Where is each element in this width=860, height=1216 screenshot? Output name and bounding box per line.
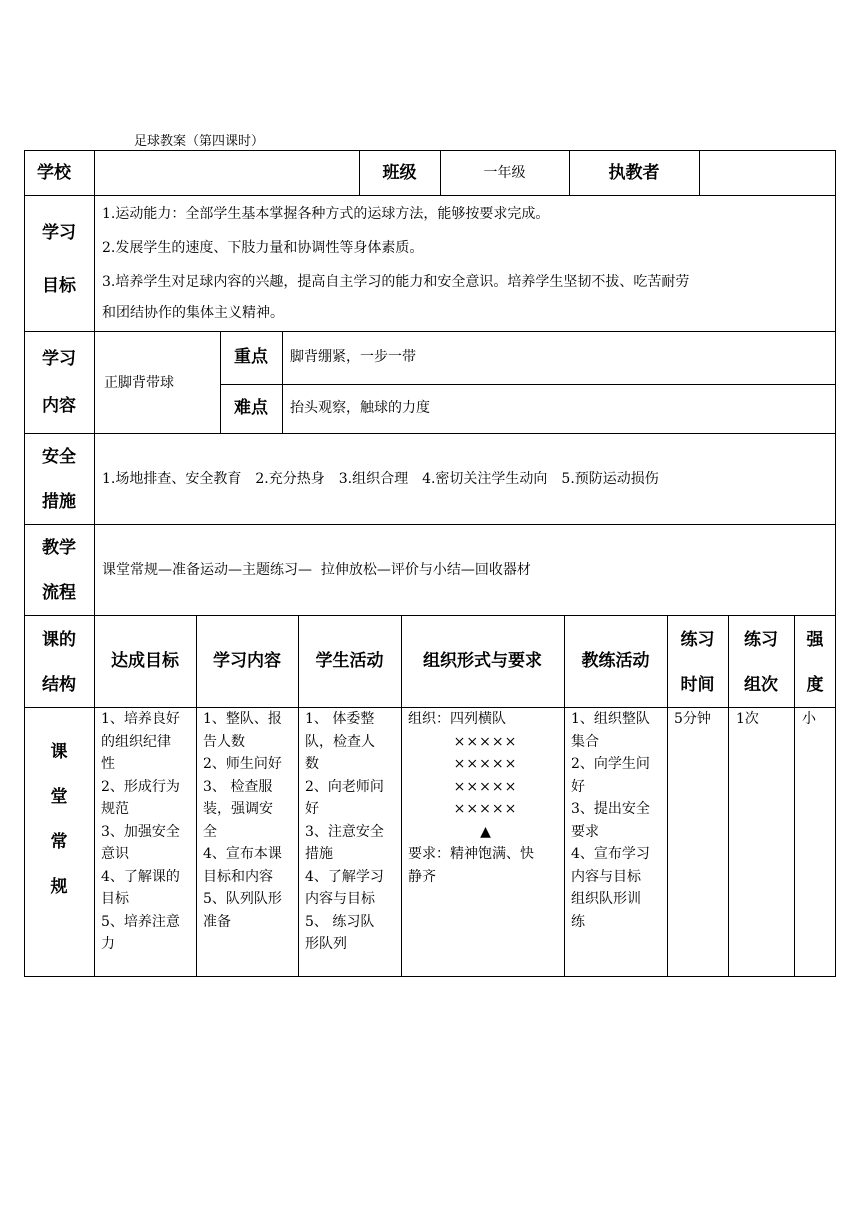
practice-time-header-line1: 练习 [680,630,715,650]
grid-line [220,384,836,385]
safety-label-line1: 安全 [42,447,76,467]
intensity-value: 小 [802,711,816,727]
organization-cell [408,708,563,888]
organization-column-header: 组织形式与要求 [423,651,542,671]
coach-line: 内容与目标 [571,868,641,885]
safety-label-line2: 措施 [42,492,76,512]
student-line: 好 [305,801,319,817]
student-line: 内容与目标 [305,891,375,907]
content-line: 装，强调安 [203,801,273,817]
flow-label-line1: 教学 [42,538,76,558]
organization-intro: 组织：四列横队 [408,711,506,727]
objectives-label-line2: 目标 [42,276,76,296]
student-line: 2、向老师问 [305,778,384,795]
student-formation-row: ××××× [453,801,518,817]
content-topic: 正脚背带球 [104,375,174,391]
intensity-header-line1: 强 [806,630,824,650]
goals-line: 性 [101,756,115,772]
key-point-value: 脚背绷紧，一步一带 [290,349,416,365]
coach-line: 组织队形训 [571,891,641,907]
practice-time-value: 5分钟 [674,711,711,727]
content-line: 4、宣布本课 [203,846,282,862]
objectives-label-line1: 学习 [42,223,76,243]
class-label: 班级 [382,163,417,183]
goals-line: 4、了解课的 [101,868,180,885]
objective-item: 和团结协作的集体主义精神。 [102,305,284,321]
grid-line [282,331,283,433]
document-title: 足球教案（第四课时） [134,134,265,149]
content-cell [203,708,297,933]
student-line: 队，检查人 [305,733,375,750]
coach-line: 4、宣布学习 [571,846,650,862]
content-line: 准备 [203,913,231,930]
practice-sets-header-line2: 组次 [744,675,778,695]
content-line: 1、整队、报 [203,711,282,727]
coach-line: 集合 [571,733,599,750]
coach-activity-cell [571,708,666,933]
goals-line: 的组织纪律 [101,733,171,750]
teacher-position-triangle-icon: ▲ [480,823,491,840]
student-line: 数 [305,756,319,772]
safety-measures: 1.场地排查、安全教育 2.充分热身 3.组织合理 4.密切关注学生动向 5.预防运动损伤 [102,471,659,487]
student-line: 1、 体委整 [305,711,375,727]
teacher-label: 执教者 [608,163,660,183]
practice-time-header-line2: 时间 [680,675,715,695]
student-activity-column-header: 学生活动 [315,651,384,671]
grid-line [24,524,836,525]
objective-item: 2.发展学生的速度、下肢力量和协调性等身体素质。 [102,240,424,256]
flow-label-line2: 流程 [42,583,76,603]
teaching-flow: 课堂常规—准备运动—主题练习— 拉伸放松—评价与小结—回收器材 [102,562,531,578]
section-label-char: 课 [50,742,68,762]
section-label-char: 常 [50,832,68,852]
goals-line: 5、培养注意 [101,913,180,930]
goals-line: 2、形成行为 [101,778,180,795]
practice-sets-header-line1: 练习 [744,630,778,650]
section-label-char: 堂 [50,787,68,807]
coach-line: 1、组织整队 [571,711,650,727]
student-line: 措施 [305,846,333,862]
objective-item: 3.培养学生对足球内容的兴趣，提高自主学习的能力和安全意识。培养学生坚韧不拔、吃苦耐劳 [102,274,690,290]
content-line: 目标和内容 [203,868,273,885]
grid-line [699,150,700,195]
content-label-line1: 学习 [42,349,76,369]
coach-line: 好 [571,778,585,795]
goals-line: 3、加强安全 [101,823,180,840]
content-line: 全 [203,823,217,840]
coach-activity-column-header: 教练活动 [581,651,650,671]
goals-column-header: 达成目标 [111,651,179,671]
key-point-label: 重点 [234,347,268,367]
requirement-line: 静齐 [408,868,436,885]
difficulty-label: 难点 [234,398,268,418]
grid-line [94,150,95,977]
class-value: 一年级 [483,165,526,181]
student-line: 3、注意安全 [305,823,384,840]
goals-line: 力 [101,936,115,952]
goals-line: 规范 [101,801,129,817]
coach-line: 练 [571,913,585,930]
structure-col-label-line1: 课的 [42,630,76,650]
content-line: 告人数 [203,733,245,750]
content-line: 5、队列队形 [203,891,282,907]
student-formation-row: ××××× [453,733,518,750]
student-formation-row: ××××× [453,756,518,772]
school-label: 学校 [37,163,71,183]
student-activity-cell [305,708,400,956]
coach-line: 3、提出安全 [571,801,650,817]
goals-line: 目标 [101,891,129,907]
content-line: 3、 检查服 [203,778,273,795]
section-label-char: 规 [50,877,68,897]
practice-sets-value: 1次 [736,711,759,727]
objective-item: 1.运动能力：全部学生基本掌握各种方式的运球方法，能够按要求完成。 [102,206,550,222]
goals-cell [101,708,195,956]
content-label-line2: 内容 [42,396,76,416]
goals-line: 意识 [101,846,129,862]
goals-line: 1、培养良好 [101,711,180,727]
student-line: 5、 练习队 [305,913,375,930]
content-line: 2、师生问好 [203,756,282,772]
student-line: 4、了解学习 [305,868,384,885]
grid-line [24,615,836,616]
requirement-line: 要求：精神饱满、快 [408,846,534,862]
intensity-header-line2: 度 [806,675,824,695]
student-formation-row: ××××× [453,778,518,795]
structure-col-label-line2: 结构 [42,675,76,695]
content-column-header: 学习内容 [213,651,281,671]
student-line: 形队列 [305,936,347,952]
coach-line: 2、向学生问 [571,756,650,772]
grid-line [24,331,836,332]
difficulty-value: 抬头观察，触球的力度 [290,400,430,416]
grid-line [24,433,836,434]
coach-line: 要求 [571,823,599,840]
